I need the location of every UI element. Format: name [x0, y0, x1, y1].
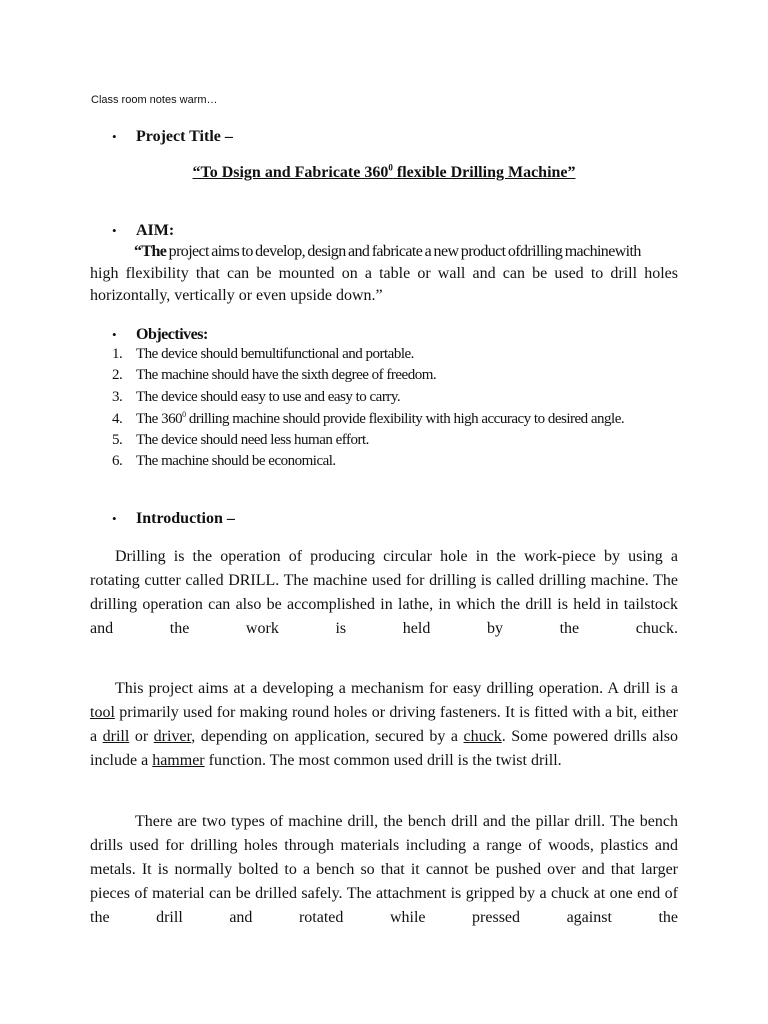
para-text: This project aims at a developing a mechanism for easy drilling operation. A drill is a: [115, 680, 678, 697]
para-text: . Some powered drills also include a: [90, 728, 678, 769]
objectives-label: Objectives:: [136, 326, 208, 343]
header-note: Class room notes warm…: [91, 94, 218, 106]
aim-text-rest: high flexibility that can be mounted on a table or wall and can be used to drill holes horizontally, vertically or even upside down.”: [90, 265, 678, 304]
item-text: The machine should be economical.: [136, 452, 336, 469]
drill-link[interactable]: drill: [102, 728, 130, 745]
introduction-paragraph-3: There are two types of machine drill, the bench drill and the pillar drill. The bench drills used for drilling holes through materials including a range of woods, plastics and metals. It is normally bolted to a bench so that it cannot be pushed over and that larger pieces of material can be drilled safely. The attachment is gripped by a chuck at one end of the drill and rotated while pressed against the: [90, 813, 678, 926]
item-text: The device should need less human effort.: [136, 431, 369, 448]
tool-link[interactable]: tool: [90, 704, 115, 721]
project-title-heading: [112, 128, 233, 146]
list-item: [112, 389, 624, 410]
project-title-text-rest: flexible Drilling Machine”: [392, 164, 576, 182]
para-text: or: [129, 728, 154, 745]
list-item: [112, 367, 624, 388]
introduction-label: Introduction –: [136, 510, 235, 527]
para-text: primarily used for making round holes or driving fasteners. It is fitted with a bit, either a: [90, 704, 678, 745]
introduction-heading: [112, 510, 235, 528]
project-title-label: Project Title –: [136, 128, 233, 145]
list-item: [112, 346, 624, 367]
bullet-icon: •: [112, 223, 117, 238]
introduction-paragraph-2: [90, 677, 678, 773]
introduction-paragraph-1: Drilling is the operation of producing circular hole in the work-piece by using a rotating cutter called DRILL. The machine used for drilling is called drilling machine. The drilling operation can also be accomplished in lathe, in which the drill is held in tailstock and the work is held by the chuck.: [90, 548, 678, 637]
list-item: [112, 453, 624, 474]
aim-lead: “The: [134, 243, 167, 260]
item-text: [136, 410, 624, 428]
bullet-icon: •: [112, 327, 117, 342]
item-number: 4.: [112, 411, 123, 428]
item-text: The device should bemultifunctional and portable.: [136, 346, 414, 362]
aim-paragraph: [90, 241, 678, 307]
project-title-text: “To Dsign and Fabricate 360: [192, 164, 389, 182]
project-title-degree: 0: [388, 163, 393, 173]
bullet-icon: •: [112, 129, 117, 144]
item-number: 3.: [112, 388, 123, 405]
item-number: 2.: [112, 367, 123, 384]
bullet-icon: •: [112, 511, 117, 526]
item-text: The device should easy to use and easy to carry.: [136, 388, 401, 405]
item-number: 1.: [112, 346, 123, 362]
aim-label: AIM:: [136, 222, 175, 239]
hammer-link[interactable]: hammer: [152, 752, 205, 769]
chuck-link[interactable]: chuck: [463, 728, 502, 745]
aim-text-line1: project aims to develop, design and fabricate a new product ofdrilling machinewith: [166, 243, 641, 260]
item-number: 5.: [112, 431, 123, 448]
item-text-post: drilling machine should provide flexibility with high accuracy to desired angle.: [185, 411, 625, 428]
project-title: [0, 163, 768, 182]
list-item: [112, 410, 624, 431]
item-text-pre: The 360: [136, 411, 183, 428]
aim-heading: [112, 222, 174, 240]
objectives-heading: [112, 326, 208, 344]
item-text: The machine should have the sixth degree of freedom.: [136, 367, 437, 384]
item-number: 6.: [112, 452, 123, 469]
driver-link[interactable]: driver: [153, 728, 192, 745]
para-text: , depending on application, secured by a: [191, 728, 464, 745]
list-item: [112, 432, 624, 453]
degree-sup: 0: [182, 410, 186, 420]
objectives-list: [112, 346, 624, 474]
para-text: function. The most common used drill is the twist drill.: [204, 752, 562, 769]
